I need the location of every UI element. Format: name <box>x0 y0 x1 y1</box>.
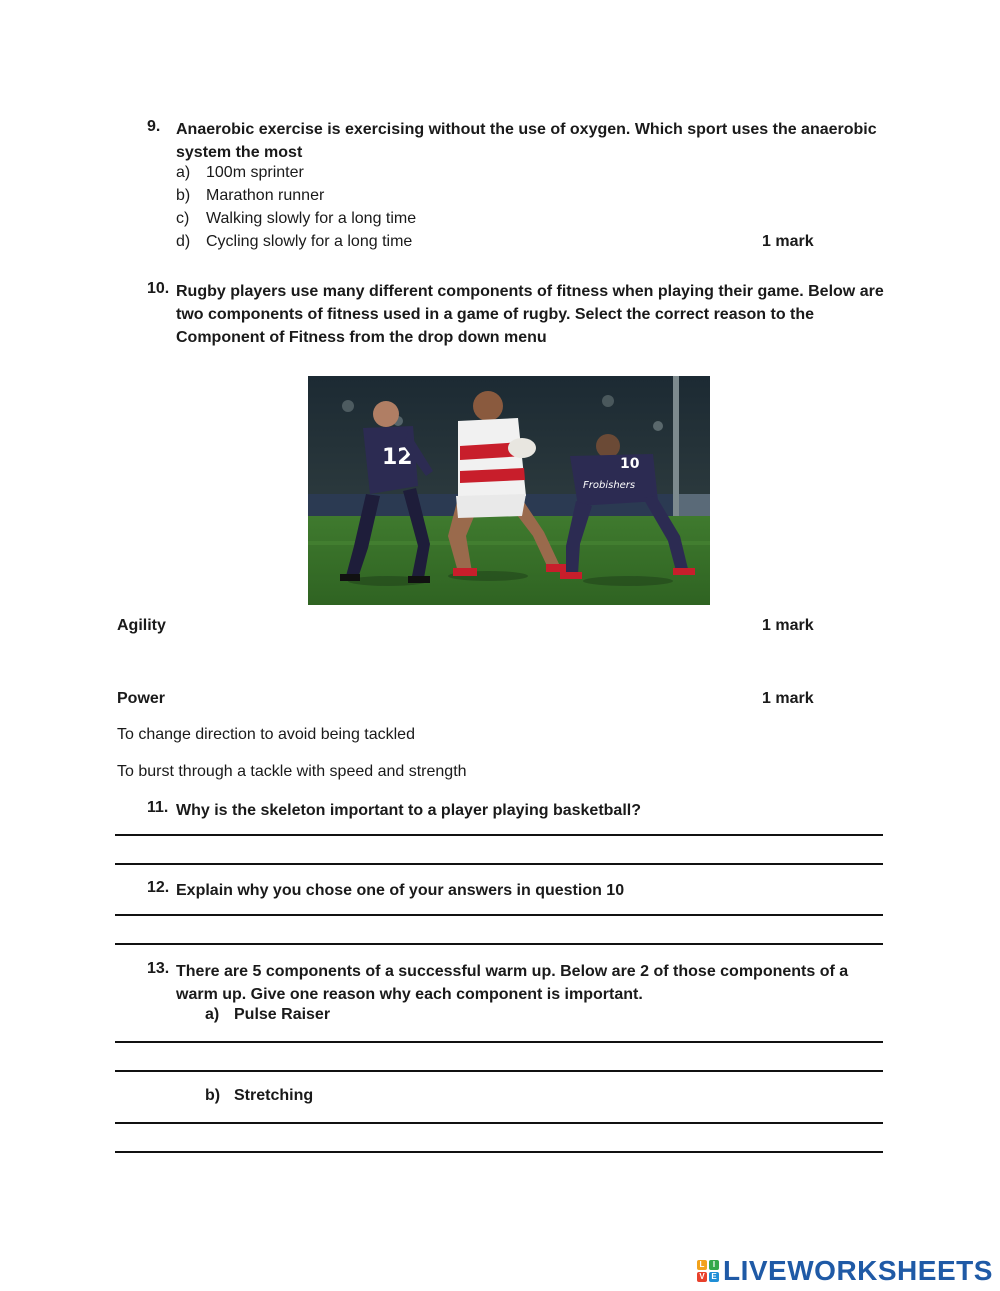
option-letter: d) <box>176 233 191 250</box>
option-text: Walking slowly for a long time <box>206 210 417 227</box>
q13-part-b-label: Stretching <box>234 1087 314 1104</box>
q12-question: Explain why you chose one of your answers in question 10 <box>176 882 625 899</box>
q12-answer-line-2[interactable] <box>115 943 883 945</box>
option-text: Marathon runner <box>206 187 325 204</box>
q9-option-b[interactable] <box>176 187 324 205</box>
q11-answer-line-2[interactable] <box>115 863 883 865</box>
logo-tile: I <box>709 1260 719 1270</box>
q10-question: Rugby players use many different components of fitness when playing their game. Below are two components of fitness used in a game of rugby. Select the correct reason to the Component of Fitness from the drop down menu <box>176 283 884 346</box>
reason-option-1[interactable]: To change direction to avoid being tackled <box>117 726 415 743</box>
q12-number: 12. <box>147 879 170 896</box>
q9-option-c[interactable] <box>176 210 416 228</box>
q9-number: 9. <box>147 118 161 135</box>
option-letter: b) <box>176 187 191 204</box>
q13-part-a-letter: a) <box>205 1006 220 1023</box>
q13a-answer-line-1[interactable] <box>115 1041 883 1043</box>
logo-tile: V <box>697 1272 707 1282</box>
power-label: Power <box>117 690 166 707</box>
reason-option-2[interactable]: To burst through a tackle with speed and strength <box>117 763 467 780</box>
q9-option-a[interactable] <box>176 164 304 182</box>
jersey-number-12: 12 <box>382 445 413 470</box>
q13b-answer-line-1[interactable] <box>115 1122 883 1124</box>
q11-number: 11. <box>147 799 169 816</box>
q9-mark: 1 mark <box>762 233 814 250</box>
logo-tiles-icon <box>697 1260 719 1282</box>
q11-question: Why is the skeleton important to a player playing basketball? <box>176 802 641 819</box>
agility-mark: 1 mark <box>762 617 814 634</box>
q12-answer-line-1[interactable] <box>115 914 883 916</box>
agility-label: Agility <box>117 617 166 634</box>
q9-question: Anaerobic exercise is exercising without the use of oxygen. Which sport uses the anaerobic system the most <box>176 121 877 161</box>
option-text: 100m sprinter <box>206 164 304 181</box>
jersey-sponsor: Frobishers <box>583 480 636 491</box>
q13-question: There are 5 components of a successful warm up. Below are 2 of those components of a warm up. Give one reason why each component is important. <box>176 963 849 1003</box>
liveworksheets-logo <box>697 1256 993 1286</box>
option-letter: c) <box>176 210 190 227</box>
q11-answer-line-1[interactable] <box>115 834 883 836</box>
logo-tile: E <box>709 1272 719 1282</box>
q13-part-b-letter: b) <box>205 1087 221 1104</box>
power-mark: 1 mark <box>762 690 814 707</box>
q9-option-d[interactable] <box>176 233 412 251</box>
rugby-photo <box>308 376 710 605</box>
option-text: Cycling slowly for a long time <box>206 233 413 250</box>
logo-tile: L <box>697 1260 707 1270</box>
q13b-answer-line-2[interactable] <box>115 1151 883 1153</box>
option-letter: a) <box>176 164 191 181</box>
q13a-answer-line-2[interactable] <box>115 1070 883 1072</box>
q13-part-a-label: Pulse Raiser <box>234 1006 331 1023</box>
jersey-number-10: 10 <box>620 456 640 472</box>
q10-number: 10. <box>147 280 170 297</box>
logo-wordmark: LIVEWORKSHEETS <box>723 1255 993 1286</box>
q13-number: 13. <box>147 960 170 977</box>
